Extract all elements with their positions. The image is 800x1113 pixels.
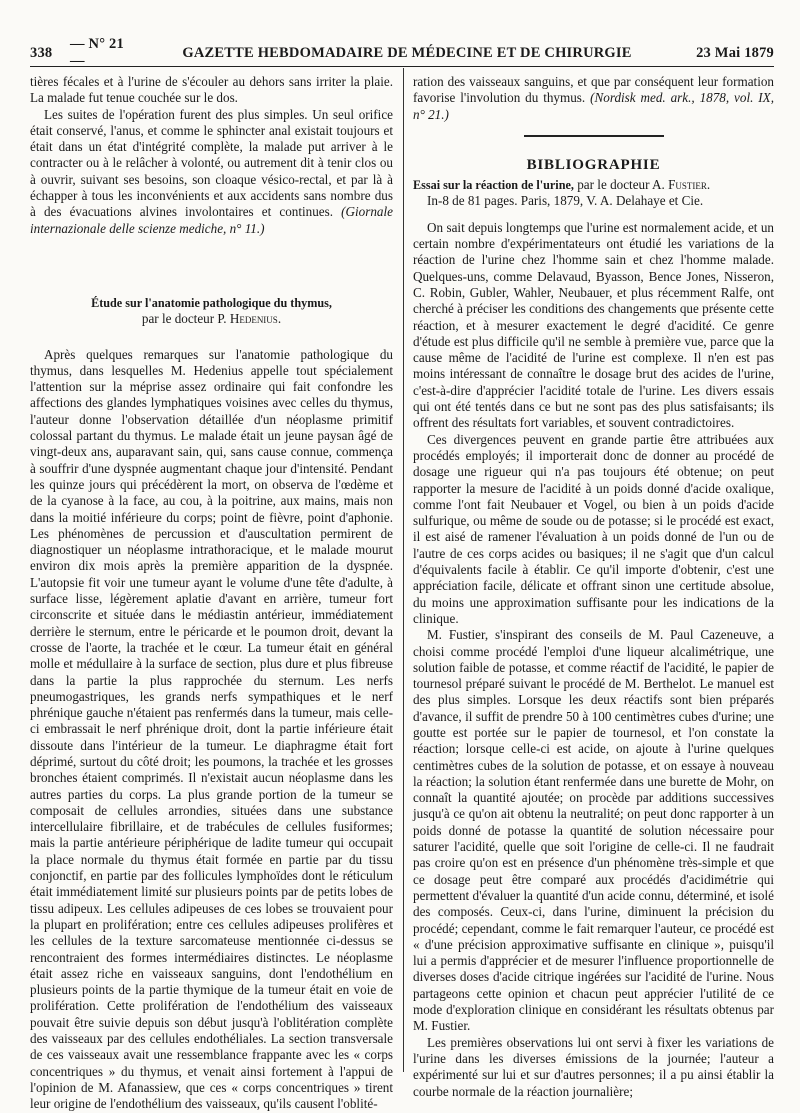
column-separator [403,68,404,1072]
section-divider [524,135,664,137]
right-column [413,74,774,1100]
citation: (Nordisk med. ark., 1878, vol. IX, n° 21.) [413,90,774,122]
paragraph: Ces divergences peuvent en grande partie être attribuées aux procédés employés; il importerait donc de donner au procédé de dosage une rigueur qui n'a pas toujours été obtenue; on peut rapporter la mesure de l'acidité à un poids donné d'acide oxalique, comme l'ont fait Neubauer et Vogel, ou bien à un poids d'acide sulfurique, ou même de soude ou de potasse; si le procédé est exact, il est aisé de ramener l'évaluation à un poids donné de l'un ou de l'autre de ces corps acides ou basiques; il ne s'agit que d'un calcul d'équivalents facile à établir. Ce qu'il importe d'obtenir, c'est une appréciation facile, délicate et offrant sinon une certitude absolue, du moins une approximation suffisante pour les indications de la clinique. [413,431,774,626]
paragraph: Les premières observations lui ont servi à fixer les variations de l'urine dans les diverses émissions de la journée; l'auteur a expérimenté sur lui et sur d'autres personnes; il a pu ainsi établir la courbe normale de la réaction journalière; [413,1034,774,1099]
header-rule [30,66,774,67]
journal-title: GAZETTE HEBDOMADAIRE DE MÉDECINE ET DE CHIRURGIE [182,44,632,61]
paragraph: M. Fustier, s'inspirant des conseils de M. Paul Cazeneuve, a choisi comme procédé l'emploi d'une liqueur alcalimétrique, une solution faible de potasse, et comme réactif de l'acidité, le papier de tournesol préparé suivant le procédé de M. Berthelot. Le manuel est des plus simples. Lorsque les deux réactifs sont bien préparés d'avance, il suffit de prendre 50 à 100 centimètres cubes d'urine; une goutte est portée sur le papier de tournesol, et l'on constate la réaction; lorsque celle-ci est acide, on ajoute à l'urine quelques centimètres cubes de la solution de potasse, et on essaye à nouveau la réaction; la solution étant renfermée dans une burette de Mohr, on connaît la quantité ajoutée; on procède par additions successives jusqu'à ce qu'on ait obtenu la neutralité; on peut donc rapporter à un poids donné de potasse la quantité de solution nécessaire pour saturer l'acidité, quelle que soit l'origine de celle-ci. Il ne faudrait pas croire qu'on est en présence d'un phénomène très-simple et que ce dosage peut être comparé aux procédés d'acidimétrie qui permettent d'évaluer la quantité d'un acide connu, déterminé, et isolé des composés. Ceux-ci, dans l'urine, diminuent la précision du procédé; cependant, comme le fait remarquer l'auteur, ce procédé est « d'une précision approximative suffisante en clinique », puisqu'il lui a permis d'apprécier et de mesurer l'influence proportionnelle de diverses doses d'acide citrique ingérées sur l'acidité de l'urine. Nous partageons cette opinion et chacun peut apprécier l'utilité de ce mode d'exploration clinique en considérant les résultats obtenus par M. Fustier. [413,627,774,1034]
section-title: Étude sur l'anatomie pathologique du thymus, par le docteur P. Hedenius. [91,295,332,327]
paragraph: ration des vaisseaux sanguins, et que par conséquent leur formation favorise l'involution du thymus. (Nordisk med. ark., 1878, vol. IX, n° 21.) [413,74,774,122]
paragraph: On sait depuis longtemps que l'urine est normalement acide, et un certain nombre d'expérimentateurs ont étudié les variations de la réaction de l'urine chez l'homme sain et chez l'homme malade. Quelques-uns, comme Delavaud, Byasson, Bence Jones, Nisseron, C. Robin, Gubler, Wahler, Neubauer, et plus récemment Ralfe, ont cherché à préciser les conditions des changements que présente cette réaction, et à mesurer exactement le degré d'acidité. Ce genre d'étude est plus difficile qu'il ne semble à première vue, parce que la cause même de l'acidité de l'urine est complexe. Il n'en est pas moins intéressant de connaître le dosage brut des acides de l'urine, c'est-à-dire d'apprécier l'acidité totale de l'urine. Les divers essais qui ont été tentés dans ce but ne sont pas des plus satisfaisants; ils offrent des résultats fort variables, et souvent contradictoires. [413,219,774,431]
book-details: In-8 de 81 pages. Paris, 1879, V. A. Delahaye et Cie. [427,193,704,209]
page-number: 338 [30,44,53,61]
bibliography-heading: BIBLIOGRAPHIE [526,156,661,173]
page-header [30,36,774,69]
left-column [30,74,393,1113]
paragraph: Les suites de l'opération furent des plus simples. Un seul orifice était conservé, l'anus, et comme le sphincter anal existait toujours et était dans un état d'intégrité complète, la malade put arriver à le contracter ou à le relâcher à volonté, ou autrement dit à tenir clos ou à ouvrir, suivant ses besoins, son cloaque vésico-rectal, et par là à échapper à tous les inconvénients et aux accidents sans nombre dus à des évacuations alvines involontaires et continues. (Giornale internazionale delle scienze mediche, n° 11.) [30,106,393,236]
author-name: Hedenius. [229,311,282,327]
author-name: Fustier. [668,177,711,193]
book-title: Essai sur la réaction de l'urine, par le docteur A. Fustier. [413,177,711,193]
issue-number: — N° 21 — [70,36,124,69]
issue-date: 23 Mai 1879 [696,44,774,61]
paragraph: Après quelques remarques sur l'anatomie pathologique du thymus, dans lesquelles M. Hedenius appelle tout spécialement l'attention sur la méprise assez ordinaire qui fait confondre les affections des glandes lymphatiques voisines avec celles du thymus, l'auteur donne l'observation détaillée d'un néoplasme primitif colossal partant du thymus. Le malade était un jeune paysan âgé de vingt-deux ans, auparavant sain, qui, sans cause connue, commença à souffrir d'une dyspnée augmentant chaque jour d'intensité. Pendant les quinze jours qui précédèrent la mort, on observa de l'œdème et de la cyanose à la face, au cou, à la poitrine, aux mains, mais non dans la moitié inférieure du corps; point de fièvre, point d'aphonie. Les phénomènes de percussion et d'auscultation permirent de diagnostiquer un néoplasme intrathoracique, et le malade mourut environ dix mois après la première apparition de la dyspnée. L'autopsie fit voir une tumeur ayant le volume d'une tête d'adulte, à surface lisse, légèrement aplatie d'avant en arrière, tumeur fort circonscrite et située dans le médiastin antérieur, immédiatement derrière le sternum, entre le péricarde et le poumon droit, devant la crosse de l'aorte, la trachée et le cœur. La tumeur était en général molle et médullaire à la surface de section, plus dure et plus fibreuse dans la partie la plus rapprochée du sternum. Les nerfs pneumogastriques, les grands nerfs sympathiques et le nerf phrénique gauche n'étaient pas renfermés dans la tumeur, mais celle-ci embrassait le nerf phrénique droit, dont la partie inférieure était dissoute dans l'intérieur de la tumeur. Le diaphragme était fort déprimé, surtout du côté droit; les poumons, la trachée et les grosses bronches étaient comprimés. Il n'existait aucun néoplasme dans les autres parties du corps. La plus grande portion de la tumeur se composait de cellules arrondies, situées dans une substance intercellulaire fibrillaire, et de trabécules de cellules fusiformes; mais la partie antérieure périphérique de ladite tumeur qui occupait la place normale du thymus était formée en partie par du tissu conjonctif, en partie par des follicules lymphoïdes dont le réticulum était immédiatement limité sur plusieurs points par de petits lobes de tissu adipeux. Les cellules adipeuses de ces lobes se trouvaient pour la plupart en prolifération; entre ces cellules adipeuses prolifères et les cellules de la texture sarcomateuse mentionnée ci-dessus se rencontraient des formes intermédiaires distinctes. Le néoplasme était assez riche en vaisseaux sanguins, dont l'endothélium en plusieurs points de la partie thymique de la tumeur était en voie de prolifération. Cette prolifération de l'endothélium des vaisseaux pouvait être suivie depuis son début jusqu'à l'oblitération complète des vaisseaux par des cellules endothéliales. La section transversale de ces vaisseaux avait une ressemblance frappante avec les « corps concentriques » du thymus, et venait ainsi fortement à l'appui de l'opinion de M. Afanassiew, que ces « corps concentriques » tirent leur origine de l'endothélium des vaisseaux, qu'ils causent l'oblité- [30,346,393,1112]
citation: (Giornale internazionale delle scienze mediche, n° 11.) [30,204,393,236]
paragraph: tières fécales et à l'urine de s'écouler au dehors sans irriter la plaie. La malade fut tenue couchée sur le dos. [30,74,393,106]
